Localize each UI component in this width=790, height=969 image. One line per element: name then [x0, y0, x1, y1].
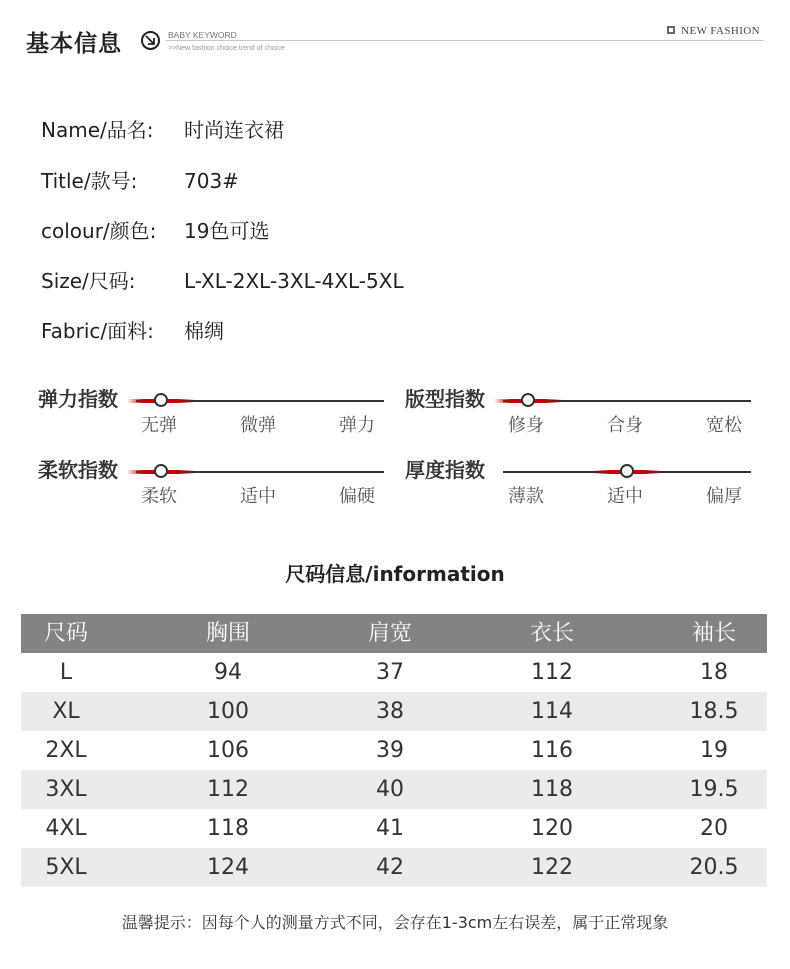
- info-value: L-XL-2XL-3XL-4XL-5XL: [184, 269, 404, 293]
- table-cell: 39: [376, 738, 404, 763]
- index-option: 偏硬: [339, 486, 375, 507]
- index-option: 宽松: [706, 415, 742, 436]
- table-cell: 114: [531, 699, 573, 724]
- size-table: [21, 614, 767, 887]
- table-row: [21, 653, 767, 692]
- table-cell: 116: [531, 738, 573, 763]
- table-cell: 94: [214, 660, 242, 685]
- info-label: colour/颜色:: [41, 219, 157, 243]
- index-option: 柔软: [141, 486, 177, 507]
- index-fit: [405, 383, 755, 443]
- table-cell: 5XL: [45, 855, 87, 880]
- table-cell: 2XL: [45, 738, 87, 763]
- index-marker: [620, 464, 634, 478]
- table-cell: 4XL: [45, 816, 87, 841]
- index-option: 薄款: [508, 486, 544, 507]
- table-cell: 106: [207, 738, 249, 763]
- arrow-circle-icon: [141, 31, 160, 50]
- info-value: 时尚连衣裙: [184, 118, 284, 142]
- table-cell: 19: [700, 738, 728, 763]
- table-row: [21, 692, 767, 731]
- info-value: 19色可选: [184, 219, 270, 243]
- measurement-note: 温馨提示：因每个人的测量方式不同，会存在1-3cm左右误差，属于正常现象: [121, 913, 669, 932]
- table-row: [21, 848, 767, 887]
- table-row: [21, 770, 767, 809]
- index-option: 适中: [607, 486, 643, 507]
- table-cell: 112: [207, 777, 249, 802]
- index-option: 弹力: [339, 415, 375, 436]
- index-option: 偏厚: [706, 486, 742, 507]
- index-option: 微弹: [240, 415, 276, 436]
- header-subtitle: >>New fashion choice trend of choice: [168, 45, 285, 52]
- table-header-cell: 肩宽: [367, 621, 412, 646]
- info-row-colour: [41, 215, 269, 244]
- table-cell: 37: [376, 660, 404, 685]
- index-marker: [154, 464, 168, 478]
- index-label: 厚度指数: [405, 458, 485, 482]
- table-cell: 100: [207, 699, 249, 724]
- table-cell: 118: [531, 777, 573, 802]
- table-cell: 20: [700, 816, 728, 841]
- table-cell: 3XL: [45, 777, 87, 802]
- table-header-cell: 衣长: [529, 621, 574, 646]
- table-cell: 120: [531, 816, 573, 841]
- table-cell: 42: [376, 855, 404, 880]
- table-header-cell: 胸围: [205, 621, 250, 646]
- info-value: 703#: [184, 169, 239, 193]
- info-label: Title/款号:: [41, 169, 138, 193]
- table-header-cell: 袖长: [691, 621, 736, 646]
- table-cell: 41: [376, 816, 404, 841]
- index-option: 合身: [607, 415, 643, 436]
- info-row-size: [41, 265, 404, 294]
- table-cell: 18.5: [689, 699, 739, 724]
- index-option: 适中: [240, 486, 276, 507]
- table-cell: 19.5: [689, 777, 739, 802]
- size-table-title: 尺码信息/information: [285, 562, 505, 586]
- table-cell: 124: [207, 855, 249, 880]
- info-row-name: [41, 114, 284, 143]
- table-cell: L: [59, 660, 73, 685]
- index-marker: [154, 393, 168, 407]
- header-divider: [166, 40, 764, 41]
- section-title: 基本信息: [26, 31, 122, 57]
- info-label: Size/尺码:: [41, 269, 136, 293]
- index-label: 版型指数: [405, 387, 485, 411]
- index-option: 修身: [508, 415, 544, 436]
- header-right-label: [667, 25, 760, 37]
- info-row-fabric: [41, 315, 224, 344]
- table-row: [21, 731, 767, 770]
- index-softness: [38, 454, 388, 514]
- table-cell: XL: [52, 699, 80, 724]
- info-label: Name/品名:: [41, 118, 154, 142]
- table-cell: 112: [531, 660, 573, 685]
- index-label: 弹力指数: [38, 387, 118, 411]
- table-cell: 38: [376, 699, 404, 724]
- info-row-title: [41, 165, 239, 194]
- table-cell: 118: [207, 816, 249, 841]
- table-row: [21, 809, 767, 848]
- index-label: 柔软指数: [38, 458, 118, 482]
- index-elasticity: [38, 383, 388, 443]
- index-option: 无弹: [141, 415, 177, 436]
- header-keyword: BABY KEYWORD: [168, 30, 237, 40]
- table-cell: 20.5: [689, 855, 739, 880]
- info-label: Fabric/面料:: [41, 319, 154, 343]
- table-cell: 18: [700, 660, 728, 685]
- table-header-row: [21, 614, 767, 653]
- table-header-cell: 尺码: [43, 621, 88, 646]
- square-icon: [667, 26, 675, 34]
- info-value: 棉绸: [184, 319, 224, 343]
- index-thickness: [405, 454, 755, 514]
- index-marker: [521, 393, 535, 407]
- table-cell: 40: [376, 777, 404, 802]
- new-fashion-text: NEW FASHION: [681, 25, 760, 37]
- table-cell: 122: [531, 855, 573, 880]
